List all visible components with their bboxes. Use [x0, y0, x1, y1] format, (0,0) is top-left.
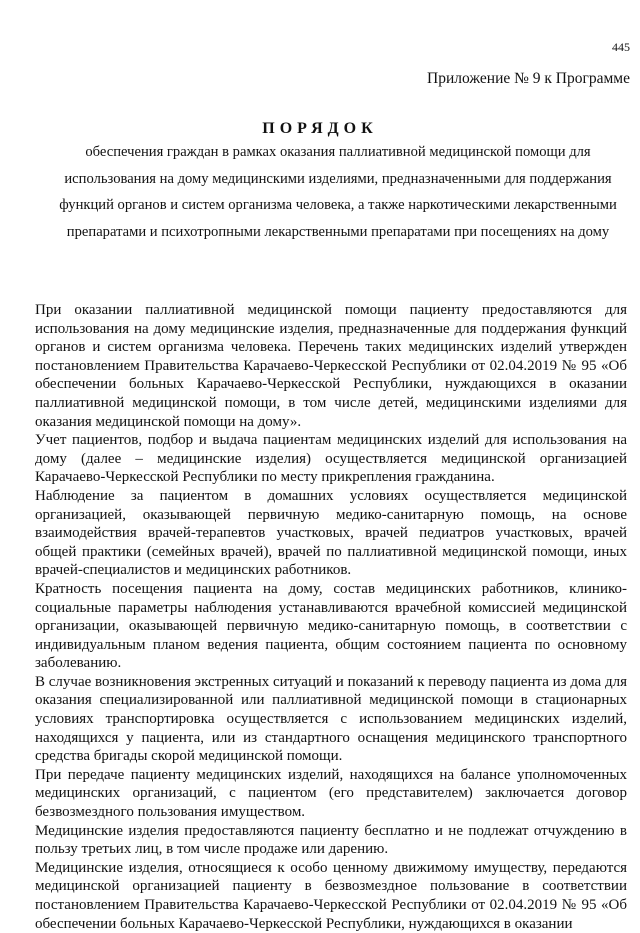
appendix-label: Приложение № 9 к Программе: [427, 70, 630, 87]
document-title: ПОРЯДОК: [262, 120, 378, 137]
paragraph: Медицинские изделия, относящиеся к особо ценному движимому имуществу, передаются медицинской организацией пациенту в безвозмездное пользование в соответствии постановлением Правительства Карачаево-Черкесской Республики от 02.04.2019 № 95 «Об обеспечении больных Карачаево-Черкесской Республики, нуждающихся в оказании: [35, 859, 627, 932]
paragraph: Учет пациентов, подбор и выдача пациентам медицинских изделий для использования на дому (далее – медицинские изделия) осуществляется медицинской организацией Карачаево-Черкесской Республики по месту прикрепления гражданина.: [35, 432, 627, 486]
paragraph: Кратность посещения пациента на дому, состав медицинских работников, клинико-социальные параметры наблюдения устанавливаются врачебной комиссией медицинской организации, оказывающей первичную медико-санитарную помощь, в соответствии с индивидуальным планом ведения пациента, общим состоянием пациента по основному заболеванию.: [35, 580, 627, 672]
paragraph: Медицинские изделия предоставляются пациенту бесплатно и не подлежат отчуждению в пользу третьих лиц, в том числе продаже или дарению.: [35, 822, 627, 858]
paragraph: Наблюдение за пациентом в домашних условиях осуществляется медицинской организацией, оказывающей первичную медико-санитарную помощь, на основе взаимодействия врачей-терапевтов участковых, врачей педиатров участковых, врачей общей практики (семейных врачей), врачей по паллиативной медицинской помощи, иных врачей-специалистов и медицинских работников.: [35, 487, 627, 579]
paragraph: В случае возникновения экстренных ситуаций и показаний к переводу пациента из дома для оказания специализированной или паллиативной медицинской помощи в стационарных условиях транспортировка осуществляется с использованием медицинских изделий, находящихся у пациента, или из стандартного оснащения медицинского транспортного средства бригады скорой медицинской помощи.: [35, 673, 627, 765]
paragraph: При передаче пациенту медицинских изделий, находящихся на балансе уполномоченных медицинских организаций, с пациентом (его представителем) заключается договор безвозмездного пользования имуществом.: [35, 766, 627, 821]
paragraph: При оказании паллиативной медицинской помощи пациенту предоставляются для использования на дому медицинские изделия, предназначенные для поддержания функций органов и систем организма человека. Перечень таких медицинских изделий утвержден постановлением Правительства Карачаево-Черкесской Республики от 02.04.2019 № 95 «Об обеспечении больных Карачаево-Черкесской Республики, нуждающихся в оказании паллиативной медицинской помощи, в том числе детей, медицинскими изделиями для оказания медицинской помощи на дому».: [35, 302, 627, 430]
document-subtitle: обеспечения граждан в рамках оказания паллиативной медицинской помощи для использования на дому медицинскими изделиями, предназначенными для поддержания функций органов и систем организма человека, а также наркотическими лекарственными препаратами и психотропными лекарственными препаратами при посещениях на дому: [59, 144, 617, 240]
document-body: [35, 301, 627, 933]
page-number: 445: [612, 40, 630, 54]
